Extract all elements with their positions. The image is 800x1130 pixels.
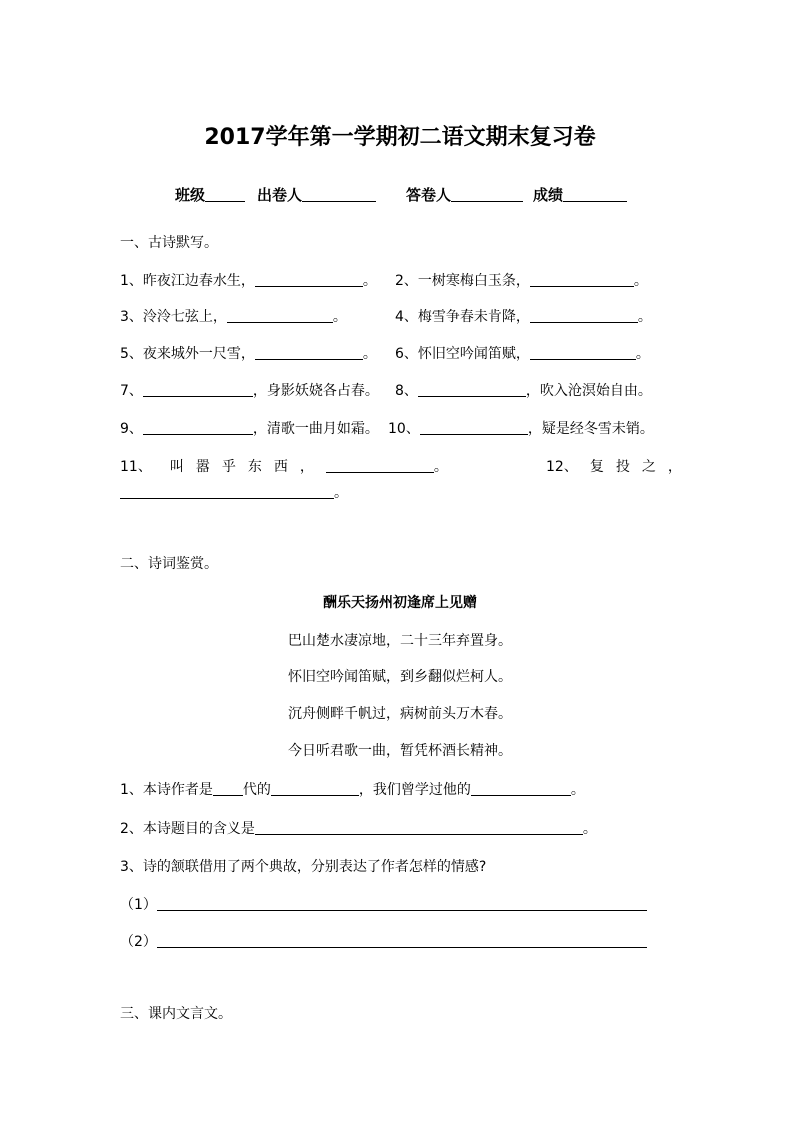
answer-blank[interactable]	[530, 308, 638, 323]
answer-line-2[interactable]	[157, 933, 647, 948]
class-field[interactable]	[175, 184, 245, 205]
answer-blank[interactable]	[420, 420, 528, 435]
answer-blank[interactable]	[530, 345, 636, 360]
answer-blank[interactable]	[255, 345, 363, 360]
score-label: 成绩	[533, 186, 564, 204]
poem-line-2: 怀旧空吟闻笛赋，到乡翻似烂柯人。	[288, 669, 512, 685]
poem-item-12: 12、 复投之，	[546, 459, 694, 475]
answer-blank[interactable]	[530, 272, 634, 287]
class-blank[interactable]	[205, 187, 245, 202]
poem-item-12-answer: 。	[120, 482, 348, 502]
poem-item-11: 11、 叫嚣乎东西， 。	[120, 459, 448, 475]
section3-heading: 三、课内文言文。	[120, 1006, 232, 1022]
page-title: 2017学年第一学期初二语文期末复习卷	[204, 125, 596, 150]
score-field[interactable]	[533, 184, 627, 205]
poem-title: 酬乐天扬州初逢席上见赠	[323, 595, 477, 611]
answer-blank[interactable]	[255, 272, 363, 287]
answer-blank[interactable]	[326, 458, 434, 473]
setter-label: 出卷人	[257, 186, 303, 204]
answerer-label: 答卷人	[406, 186, 452, 204]
poem-item-8: 8、 ，吹入沧溟始自由。	[395, 383, 652, 399]
question-2: 2、本诗题目的含义是 。	[120, 821, 597, 837]
meaning-blank[interactable]	[255, 820, 583, 835]
answerer-field[interactable]	[406, 184, 523, 205]
answerer-blank[interactable]	[451, 187, 523, 202]
question-3: 3、诗的颔联借用了两个典故，分别表达了作者怎样的情感?	[120, 859, 487, 875]
answer-blank[interactable]	[143, 382, 253, 397]
dynasty-blank[interactable]	[213, 781, 243, 796]
answer-blank[interactable]	[227, 308, 333, 323]
answer-blank[interactable]	[120, 484, 334, 499]
answer-blank[interactable]	[143, 420, 253, 435]
poem-item-4: 4、梅雪争春未肯降， 。	[395, 309, 652, 325]
answer-blank[interactable]	[418, 382, 526, 397]
work-blank[interactable]	[471, 781, 571, 796]
poem-item-9: 9、 ，清歌一曲月如霜。	[120, 421, 379, 437]
sub-answer-2: （2）	[120, 931, 647, 951]
poem-item-1: 1、昨夜江边春水生， 。	[120, 273, 377, 289]
author-blank[interactable]	[271, 781, 359, 796]
answer-line-1[interactable]	[157, 896, 647, 911]
sub-answer-1: （1）	[120, 894, 647, 914]
setter-field[interactable]	[257, 184, 376, 205]
poem-item-2: 2、一树寒梅白玉条， 。	[395, 273, 648, 289]
class-label: 班级	[175, 186, 206, 204]
poem-item-7: 7、 ，身影妖娆各占春。	[120, 383, 379, 399]
poem-line-4: 今日听君歌一曲，暂凭杯酒长精神。	[288, 743, 512, 759]
section2-heading: 二、诗词鉴赏。	[120, 556, 218, 572]
poem-item-5: 5、夜来城外一尺雪， 。	[120, 346, 377, 362]
score-blank[interactable]	[563, 187, 627, 202]
setter-blank[interactable]	[302, 187, 376, 202]
poem-item-3: 3、泠泠七弦上， 。	[120, 309, 347, 325]
poem-line-1: 巴山楚水凄凉地，二十三年弃置身。	[288, 633, 512, 649]
poem-item-10: 10、 ，疑是经冬雪未销。	[388, 421, 654, 437]
question-1: 1、本诗作者是 代的 ，我们曾学过他的 。	[120, 782, 585, 798]
poem-line-3: 沉舟侧畔千帆过，病树前头万木春。	[288, 706, 512, 722]
poem-item-6: 6、怀旧空吟闻笛赋， 。	[395, 346, 650, 362]
section1-heading: 一、古诗默写。	[120, 235, 218, 251]
